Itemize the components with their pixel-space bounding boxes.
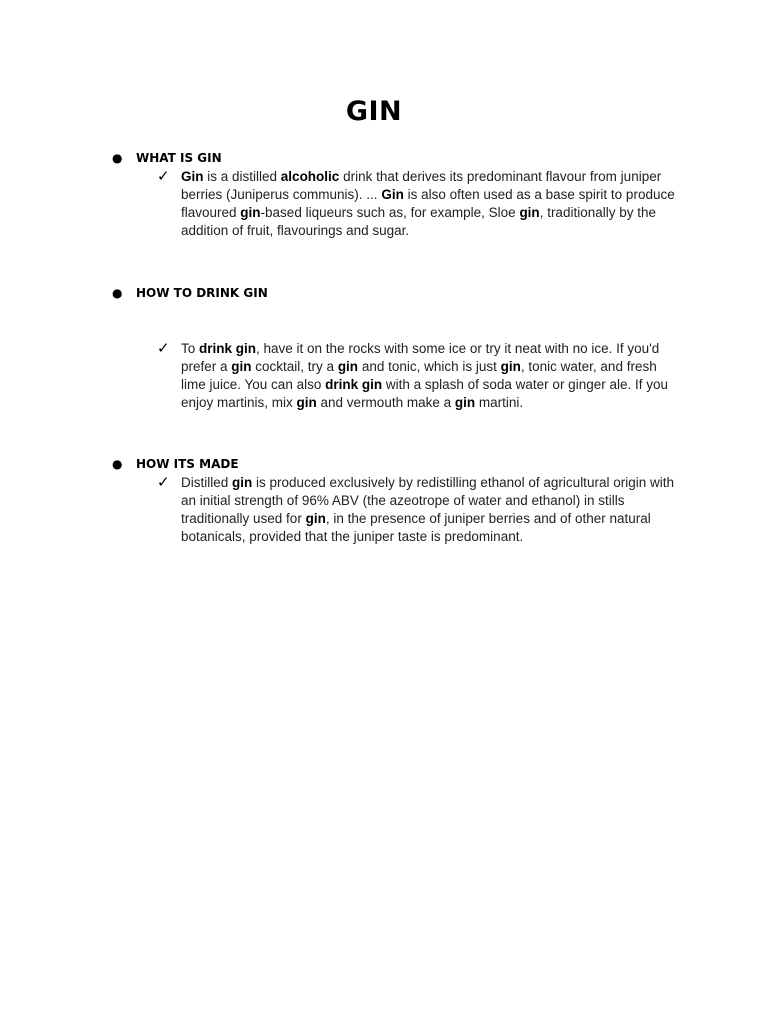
body-text: and tonic, which is just — [358, 359, 501, 374]
bold-text: Gin — [181, 169, 204, 184]
bullet-icon: ● — [112, 286, 123, 300]
body-text: , in the presence of juniper berries and of other natural botanicals, provided that the juniper taste is predominant. — [181, 511, 651, 544]
checkmark-icon: ✓ — [157, 167, 170, 185]
body-text: , have it on the rocks with some ice or try it neat with no ice. If you'd prefer a — [181, 341, 660, 374]
bold-text: gin — [305, 511, 326, 526]
body-text: cocktail, try a — [251, 359, 338, 374]
section-heading: HOW ITS MADE — [136, 457, 239, 471]
bold-text: gin — [337, 359, 359, 374]
body-text: with a splash of soda water or ginger ale. If you enjoy martinis, mix — [181, 377, 668, 410]
body-text: drink that derives its predominant flavour from juniper berries (Juniperus communis). ... — [181, 169, 662, 202]
section-paragraph — [181, 168, 681, 240]
bold-text: alcoholic — [280, 169, 340, 184]
checkmark-icon: ✓ — [157, 339, 170, 357]
body-text: and vermouth make a — [316, 395, 455, 410]
body-text: , tonic water, and fresh lime juice. You can also — [181, 359, 657, 392]
body-text: martini. — [475, 395, 524, 410]
bold-text: drink gin — [199, 341, 257, 356]
bold-text: gin — [454, 395, 476, 410]
bullet-icon: ● — [112, 151, 123, 165]
section-paragraph — [181, 340, 681, 412]
bold-text: drink gin — [325, 377, 383, 392]
document-title: GIN — [345, 96, 403, 127]
body-text: Distilled — [181, 475, 233, 490]
section-heading: HOW TO DRINK GIN — [136, 286, 268, 300]
body-text: is also often used as a base spirit to produce flavoured — [181, 187, 675, 220]
body-text: is a distilled — [203, 169, 281, 184]
bold-text: Gin — [381, 187, 404, 202]
body-text: To — [181, 341, 200, 356]
checkmark-icon: ✓ — [157, 473, 170, 491]
body-text: , traditionally by the addition of fruit, flavourings and sugar. — [181, 205, 656, 238]
bold-text: gin — [296, 395, 317, 410]
bold-text: gin — [500, 359, 521, 374]
bold-text: gin — [231, 359, 252, 374]
section-paragraph — [181, 474, 681, 546]
body-text: is produced exclusively by redistilling ethanol of agricultural origin with an initial strength of 96% ABV (the azeotrope of water and ethanol) in stills traditionally used for — [181, 475, 674, 526]
bold-text: gin — [519, 205, 540, 220]
bullet-icon: ● — [112, 457, 123, 471]
body-text: -based liqueurs such as, for example, Sloe — [260, 205, 520, 220]
bold-text: gin — [232, 475, 253, 490]
bold-text: gin — [240, 205, 261, 220]
section-heading: WHAT IS GIN — [136, 151, 222, 165]
